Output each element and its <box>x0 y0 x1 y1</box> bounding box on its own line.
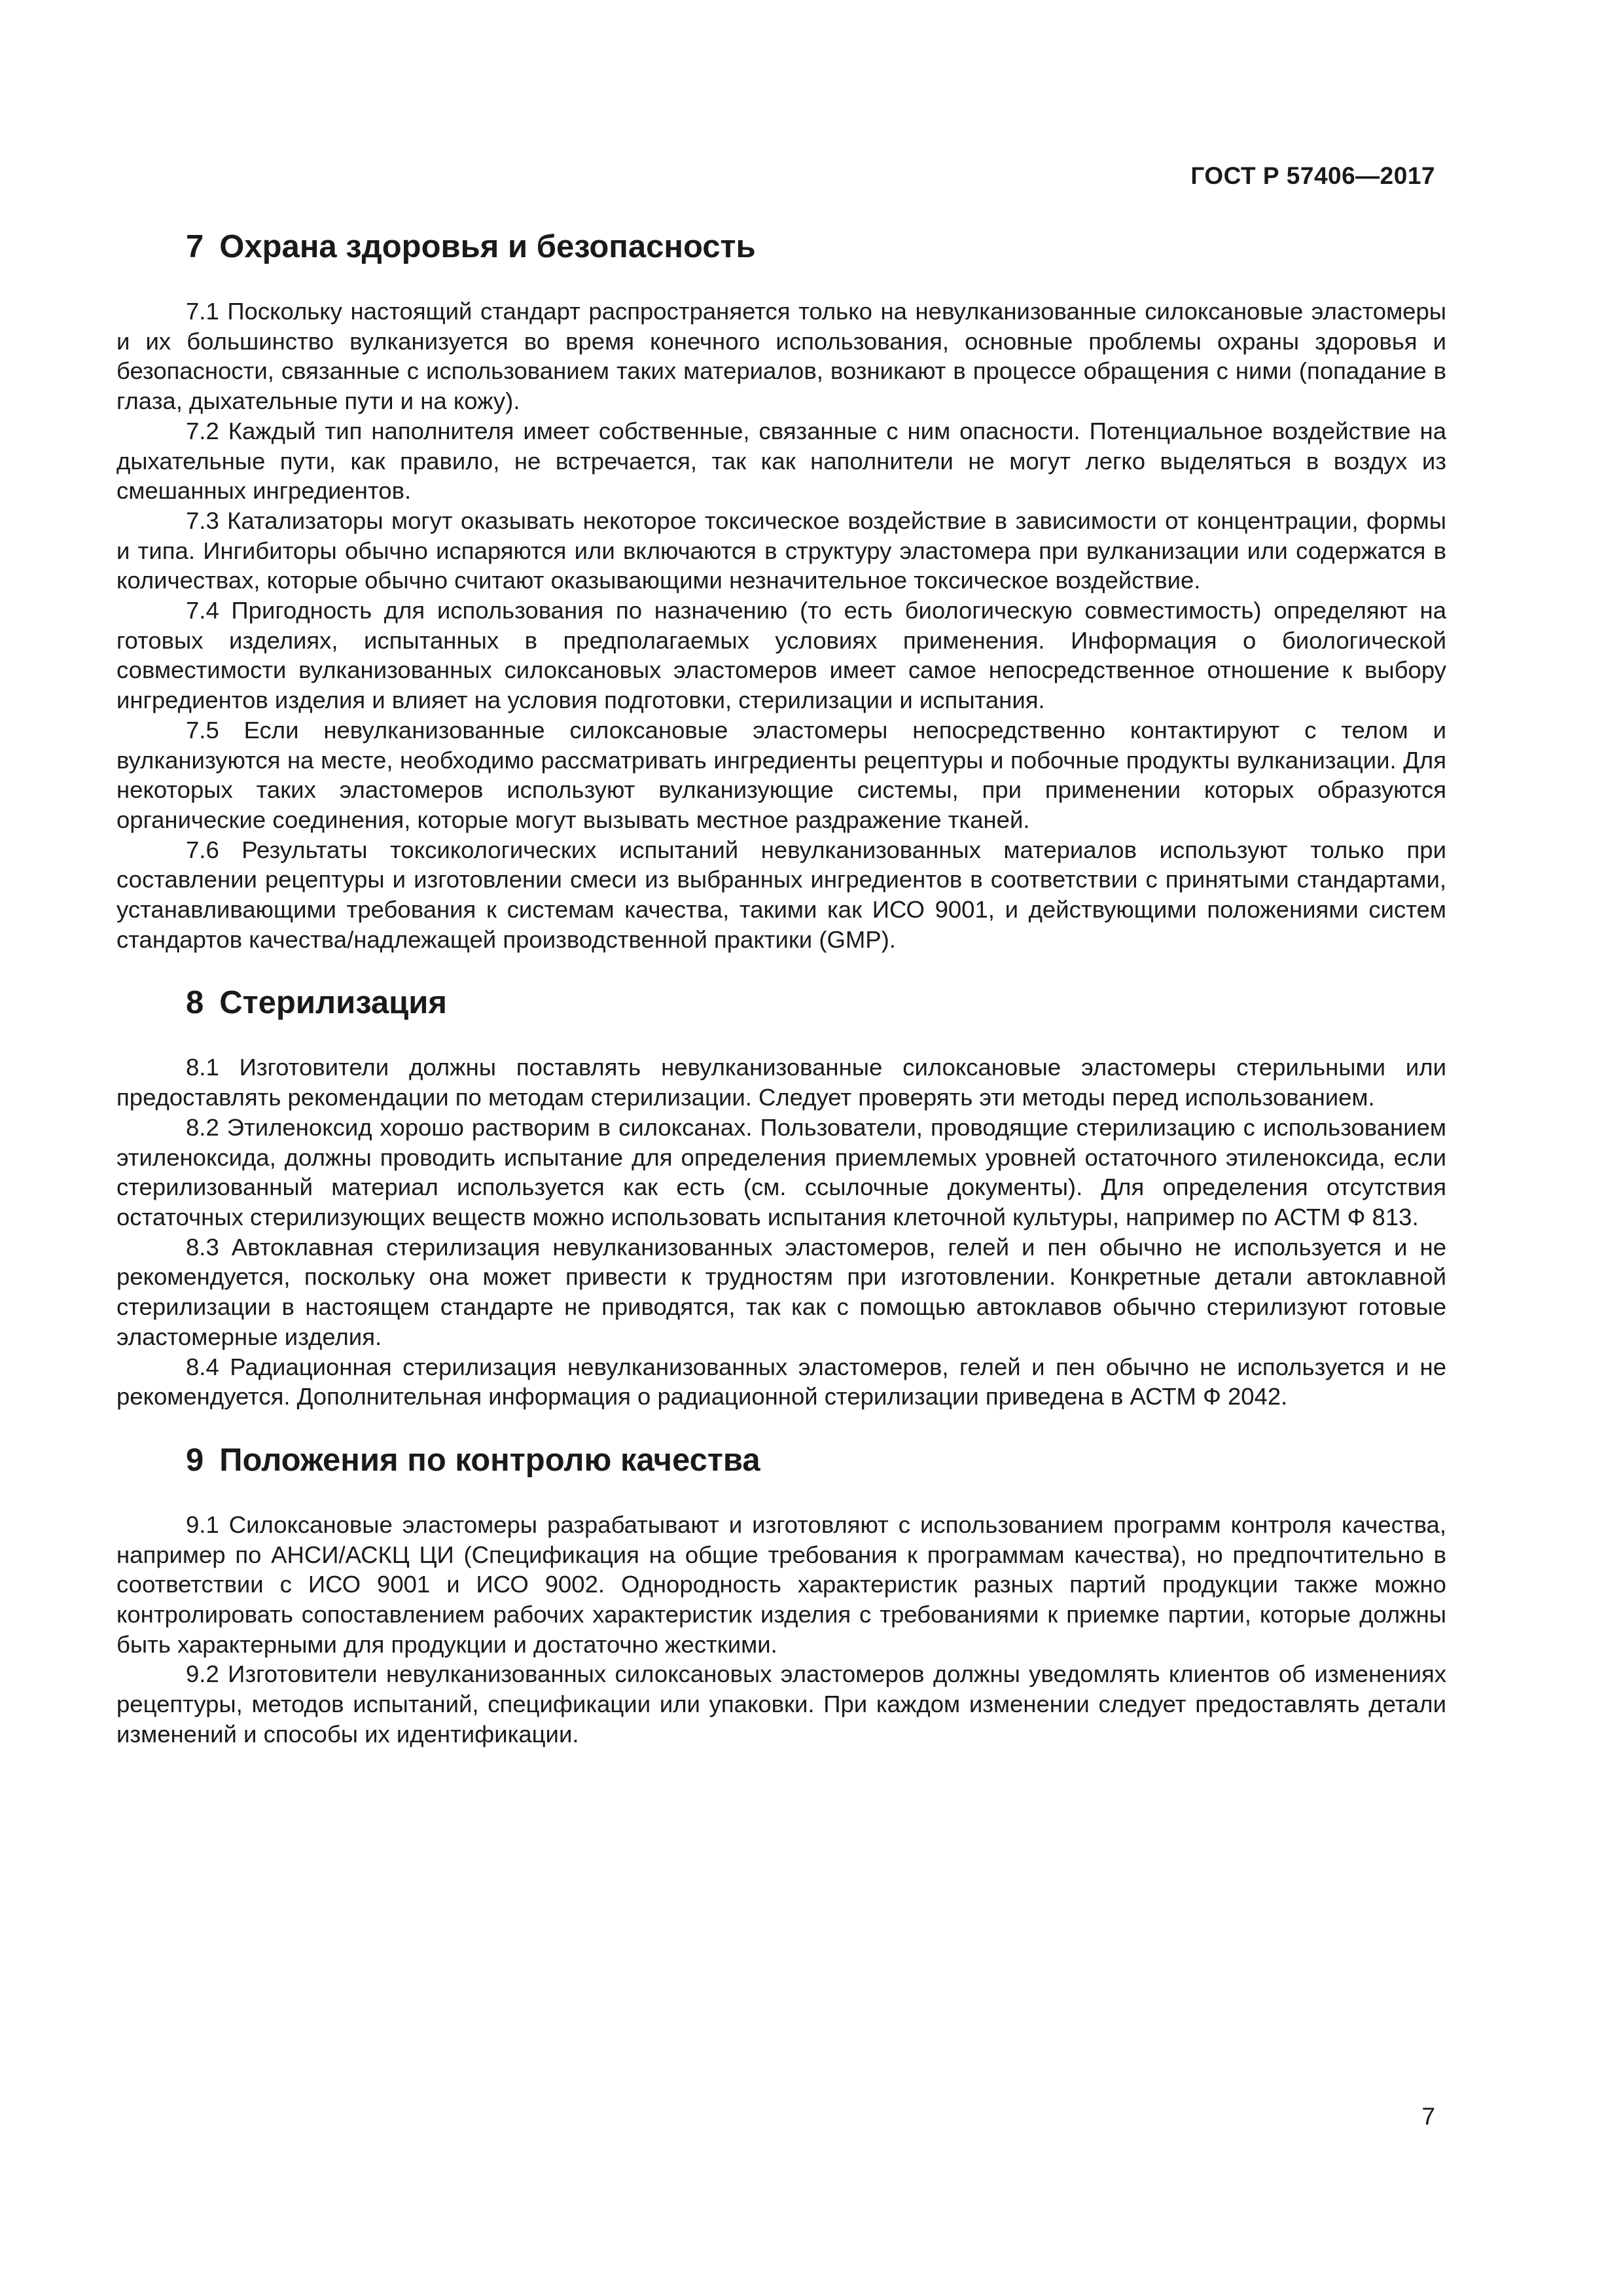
section-paragraphs <box>116 1510 1446 1749</box>
section-7 <box>116 226 1446 954</box>
section-number: 9 <box>186 1442 204 1478</box>
paragraph-7-4: 7.4 Пригодность для использования по назначению (то есть биологическую совместимость) определяют на готовых изделиях, испытанных в предполагаемых условиях применения. Информация о биологической совместимости вулканизованных силоксановых эластомеров имеет самое непосредственное отношение к выбору ингредиентов изделия и влияет на условия подготовки, стерилизации и испытания. <box>116 597 1446 714</box>
document-body <box>116 226 1446 1777</box>
paragraph-7-3: 7.3 Катализаторы могут оказывать некоторое токсическое воздействие в зависимости от концентрации, формы и типа. Ингибиторы обычно испаряются или включаются в структуру эластомера при вулканизации или содержатся в количествах, которые обычно считают оказывающими незначительное токсическое воздействие. <box>116 507 1446 594</box>
section-number: 7 <box>186 229 204 264</box>
section-number: 8 <box>186 985 204 1021</box>
paragraph-7-6: 7.6 Результаты токсикологических испытаний невулканизованных материалов используют только при составлении рецептуры и изготовлении смеси из выбранных ингредиентов в соответствии с принятыми стандартами, устанавливающими требования к системам качества, такими как ИСО 9001, и действующими положениями систем стандартов качества/надлежащей производственной практики (GMP). <box>116 836 1446 953</box>
section-paragraphs <box>116 1052 1446 1411</box>
paragraph-9-2: 9.2 Изготовители невулканизованных силоксановых эластомеров должны уведомлять клиентов об изменениях рецептуры, методов испытаний, спецификации или упаковки. При каждом изменении следует предоставлять детали изменений и способы их идентификации. <box>116 1660 1446 1748</box>
section-title-text: Охрана здоровья и безопасность <box>219 229 756 264</box>
paragraph-9-1: 9.1 Силоксановые эластомеры разрабатывают и изготовляют с использованием программ контроля качества, например по АНСИ/АСКЦ ЦИ (Спецификация на общие требования к программам качества), но предпочтительно в соответствии с ИСО 9001 и ИСО 9002. Однородность характеристик разных партий продукции также можно контролировать сопоставлением рабочих характеристик изделия с требованиями к приемке партии, которые должны быть характерными для продукции и достаточно жесткими. <box>116 1511 1446 1658</box>
section-title <box>116 982 1446 1024</box>
paragraph-8-4: 8.4 Радиационная стерилизация невулканизованных эластомеров, гелей и пен обычно не используется и не рекомендуется. Дополнительная информация о радиационной стерилизации приведена в АСТМ Ф 2042. <box>116 1353 1446 1410</box>
section-title <box>116 1439 1446 1481</box>
section-title-text: Стерилизация <box>219 985 448 1021</box>
paragraph-8-2: 8.2 Этиленоксид хорошо растворим в силоксанах. Пользователи, проводящие стерилизацию с использованием этиленоксида, должны проводить испытание для определения приемлемых уровней остаточного этиленоксида, если стерилизованный материал используется как есть (см. ссылочные документы). Для определения отсутствия остаточных стерилизующих веществ можно использовать испытания клеточной культуры, например по АСТМ Ф 813. <box>116 1113 1446 1230</box>
section-title-text: Положения по контролю качества <box>219 1442 760 1478</box>
section-title <box>116 226 1446 268</box>
page-number: 7 <box>1421 2103 1435 2130</box>
paragraph-7-1: 7.1 Поскольку настоящий стандарт распространяется только на невулканизованные силоксановые эластомеры и их большинство вулканизуется во время конечного использования, основные проблемы охраны здоровья и безопасности, связанные с использованием таких материалов, возникают в процессе обращения с ними (попадание в глаза, дыхательные пути и на кожу). <box>116 298 1446 415</box>
section-paragraphs <box>116 296 1446 954</box>
section-9 <box>116 1439 1446 1749</box>
standard-code: ГОСТ Р 57406—2017 <box>1190 162 1435 189</box>
paragraph-8-1: 8.1 Изготовители должны поставлять невулканизованные силоксановые эластомеры стерильными или предоставлять рекомендации по методам стерилизации. Следует проверять эти методы перед использованием. <box>116 1054 1446 1111</box>
paragraph-7-5: 7.5 Если невулканизованные силоксановые эластомеры непосредственно контактируют с телом и вулканизуются на месте, необходимо рассматривать ингредиенты рецептуры и побочные продукты вулканизации. Для некоторых таких эластомеров используют вулканизующие системы, при применении которых образуются органические соединения, которые могут вызывать местное раздражение тканей. <box>116 716 1446 833</box>
paragraph-7-2: 7.2 Каждый тип наполнителя имеет собственные, связанные с ним опасности. Потенциальное воздействие на дыхательные пути, как правило, не встречается, так как наполнители не могут легко выделяться в воздух из смешанных ингредиентов. <box>116 417 1446 505</box>
section-8 <box>116 982 1446 1411</box>
paragraph-8-3: 8.3 Автоклавная стерилизация невулканизованных эластомеров, гелей и пен обычно не используется и не рекомендуется, поскольку она может привести к трудностям при изготовлении. Конкретные детали автоклавной стерилизации в настоящем стандарте не приводятся, так как с помощью автоклавов обычно стерилизуют готовые эластомерные изделия. <box>116 1233 1446 1350</box>
